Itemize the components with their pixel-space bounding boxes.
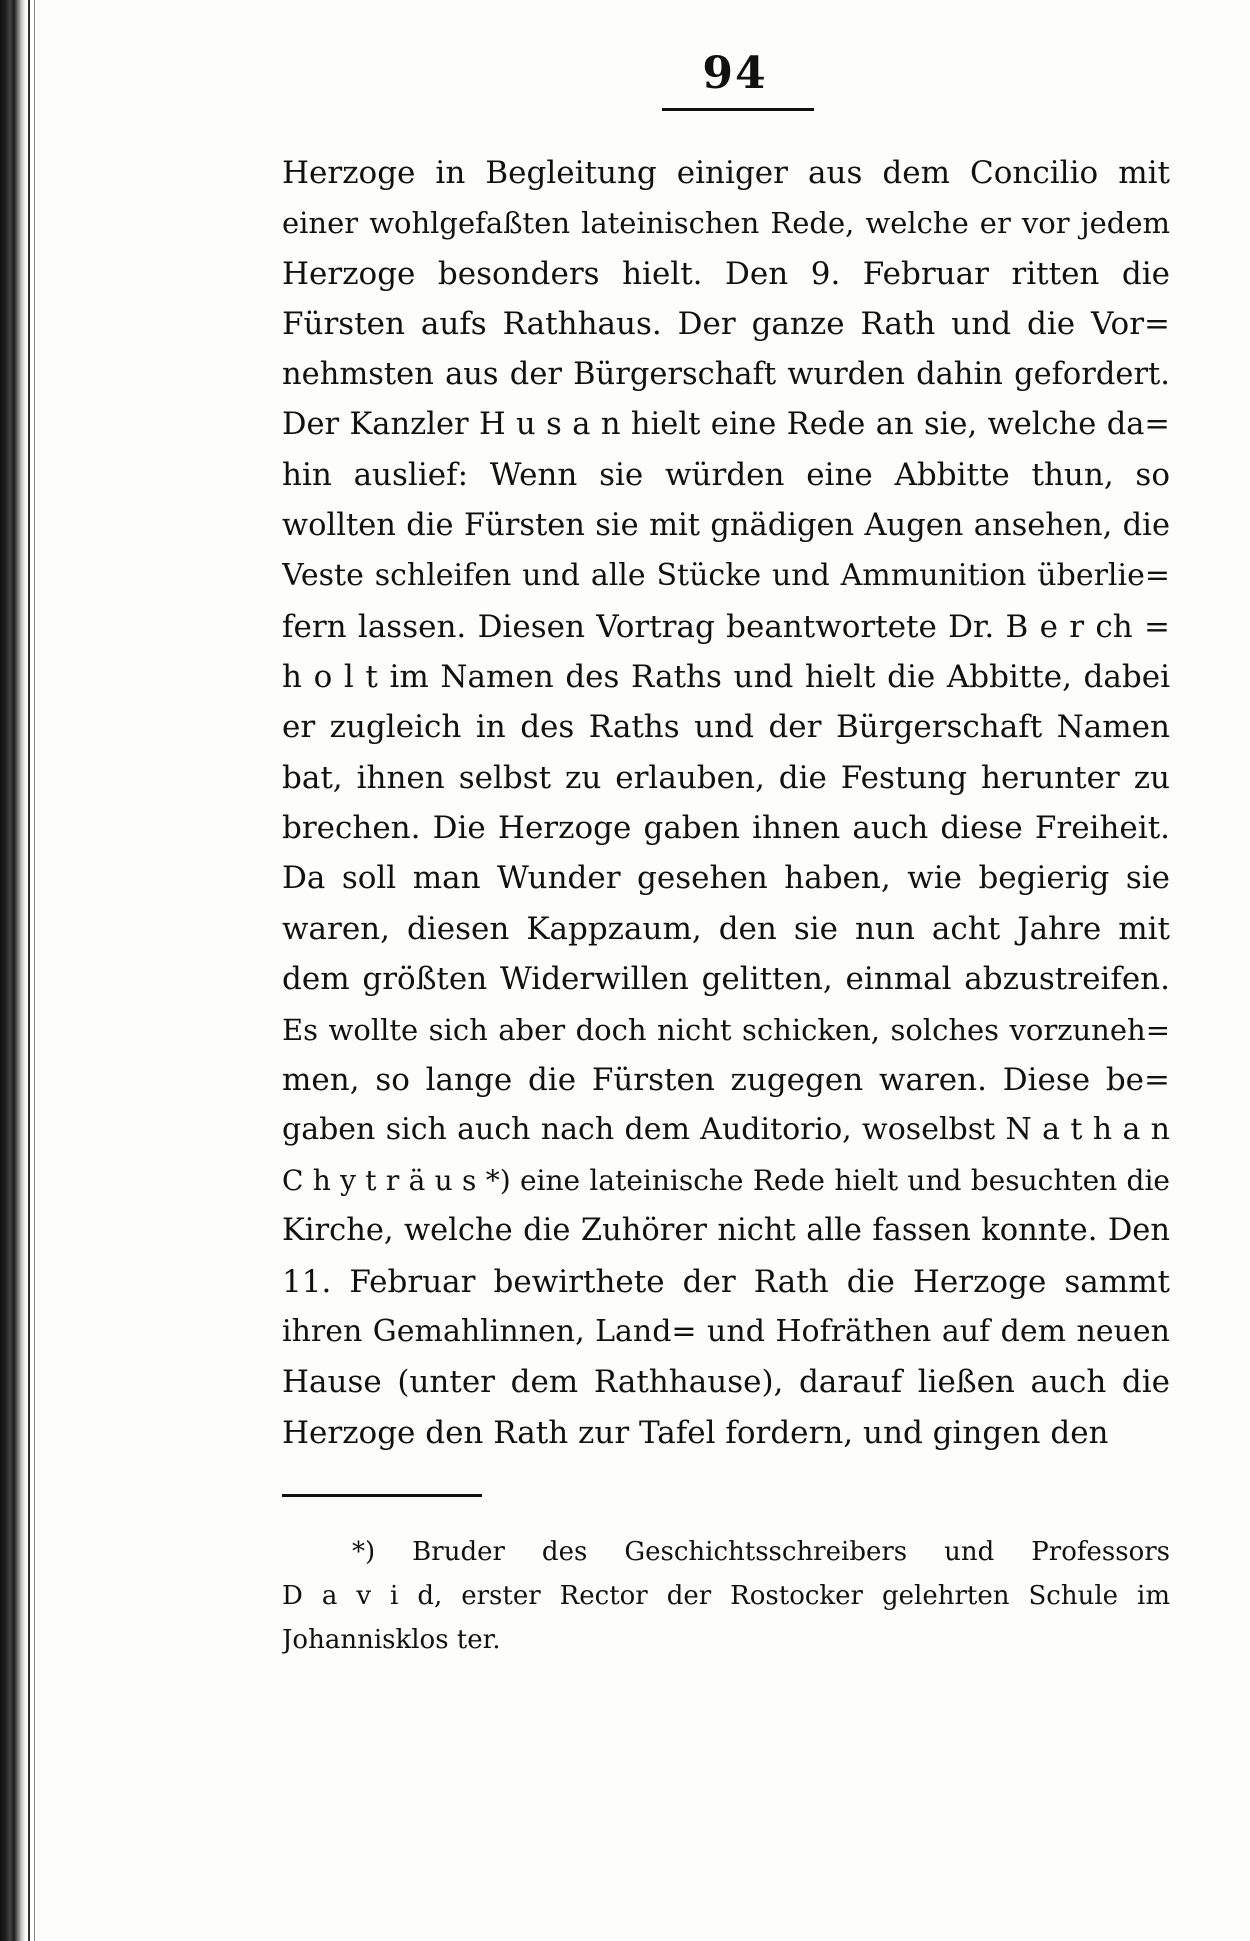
text-line: Herzoge den Rath zur Tafel fordern, und gingen den xyxy=(282,1414,1109,1451)
text-line: Veste schleifen und alle Stücke und Ammunition überlie= xyxy=(282,558,1170,594)
page-number-rule xyxy=(662,108,814,111)
text-line: Fürsten aufs Rathhaus. Der ganze Rath und die Vor= xyxy=(282,306,1170,343)
text-line: gaben sich auch nach dem Auditorio, woselbst N a t h a n xyxy=(282,1112,1170,1148)
page-number: 94 xyxy=(702,48,768,99)
spine-edge-line xyxy=(28,0,30,1941)
text-line: Hause (unter dem Rathhause), darauf ließen auch die xyxy=(282,1364,1170,1401)
text-line: er zugleich in des Raths und der Bürgerschaft Namen xyxy=(282,709,1170,746)
text-line: hin auslief: Wenn sie würden eine Abbitte thun, so xyxy=(282,457,1170,494)
text-line: 11. Februar bewirthete der Rath die Herzoge sammt xyxy=(282,1263,1170,1300)
footnote xyxy=(282,1530,1170,1662)
text-line: fern lassen. Diesen Vortrag beantwortete Dr. B e r ch = xyxy=(282,608,1170,645)
text-line: bat, ihnen selbst zu erlauben, die Festung herunter zu xyxy=(282,759,1170,796)
text-line: C h y t r ä u s *) eine lateinische Rede hielt und besuchten die xyxy=(282,1163,1170,1197)
body-text xyxy=(282,148,1170,1458)
footnote-separator xyxy=(282,1494,482,1497)
spine-edge-line xyxy=(34,0,35,1941)
text-line: wollten die Fürsten sie mit gnädigen Augen ansehen, die xyxy=(282,507,1170,543)
text-line: brechen. Die Herzoge gaben ihnen auch diese Freiheit. xyxy=(282,810,1170,847)
footnote-line: *) Bruder des Geschichtsschreibers und Professors xyxy=(352,1537,1170,1567)
text-line: Der Kanzler H u s a n hielt eine Rede an sie, welche da= xyxy=(282,406,1170,442)
text-line: Da soll man Wunder gesehen haben, wie begierig sie xyxy=(282,860,1170,897)
text-line: men, so lange die Fürsten zugegen waren. Diese be= xyxy=(282,1062,1170,1099)
text-line: nehmsten aus der Bürgerschaft wurden dahin gefordert. xyxy=(282,356,1170,392)
book-spine-shadow xyxy=(0,0,26,1941)
text-line: einer wohlgefaßten lateinischen Rede, welche er vor jedem xyxy=(282,206,1170,241)
text-line: Kirche, welche die Zuhörer nicht alle fassen konnte. Den xyxy=(282,1213,1170,1249)
text-line: h o l t im Namen des Raths und hielt die Abbitte, dabei xyxy=(282,658,1170,695)
text-line: ihren Gemahlinnen, Land= und Hofräthen auf dem neuen xyxy=(282,1313,1170,1349)
text-line: Herzoge besonders hielt. Den 9. Februar ritten die xyxy=(282,255,1170,292)
text-line: dem größten Widerwillen gelitten, einmal abzustreifen. xyxy=(282,961,1170,998)
footnote-line: D a v i d, erster Rector der Rostocker gelehrten Schule im xyxy=(282,1581,1170,1611)
text-line: Herzoge in Begleitung einiger aus dem Concilio mit xyxy=(282,155,1170,191)
text-line: waren, diesen Kappzaum, den sie nun acht Jahre mit xyxy=(282,910,1170,947)
text-line: Es wollte sich aber doch nicht schicken, solches vorzuneh= xyxy=(282,1012,1170,1047)
footnote-line: Johannisklos ter. xyxy=(282,1625,501,1655)
